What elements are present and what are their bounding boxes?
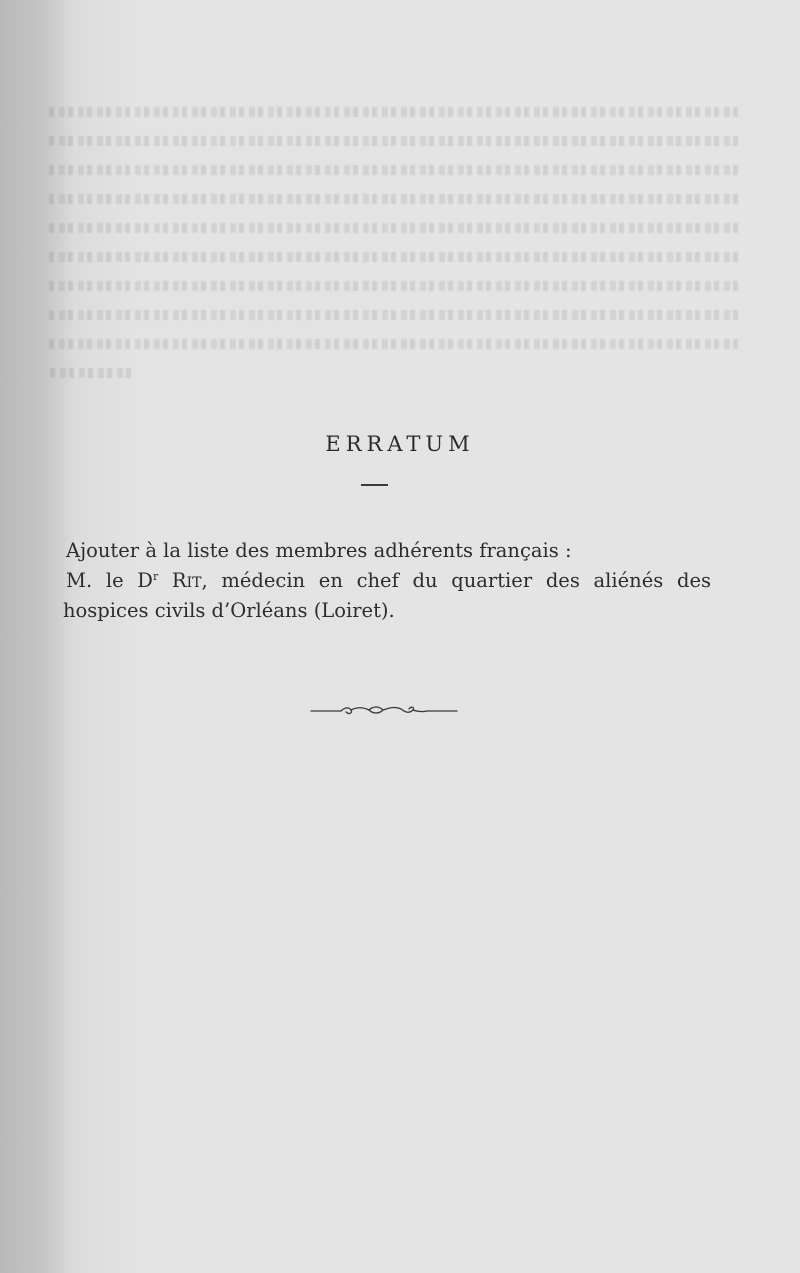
erratum-body (63, 536, 711, 626)
fleuron-divider-icon (309, 700, 459, 720)
title-underline-rule (361, 484, 388, 486)
reverse-side-show-through (48, 95, 738, 385)
erratum-entry (63, 566, 711, 626)
entry-prefix-superscript: r (152, 570, 159, 583)
entry-surname: Rit (171, 569, 202, 592)
page-title: ERRATUM (325, 432, 475, 456)
erratum-intro-line: Ajouter à la liste des membres adhérents français : (66, 539, 572, 562)
entry-prefix: M. le D (66, 569, 153, 592)
entry-description: , médecin en chef du quartier des aliénés des hospices civils d’Orléans (Loiret). (63, 569, 711, 622)
